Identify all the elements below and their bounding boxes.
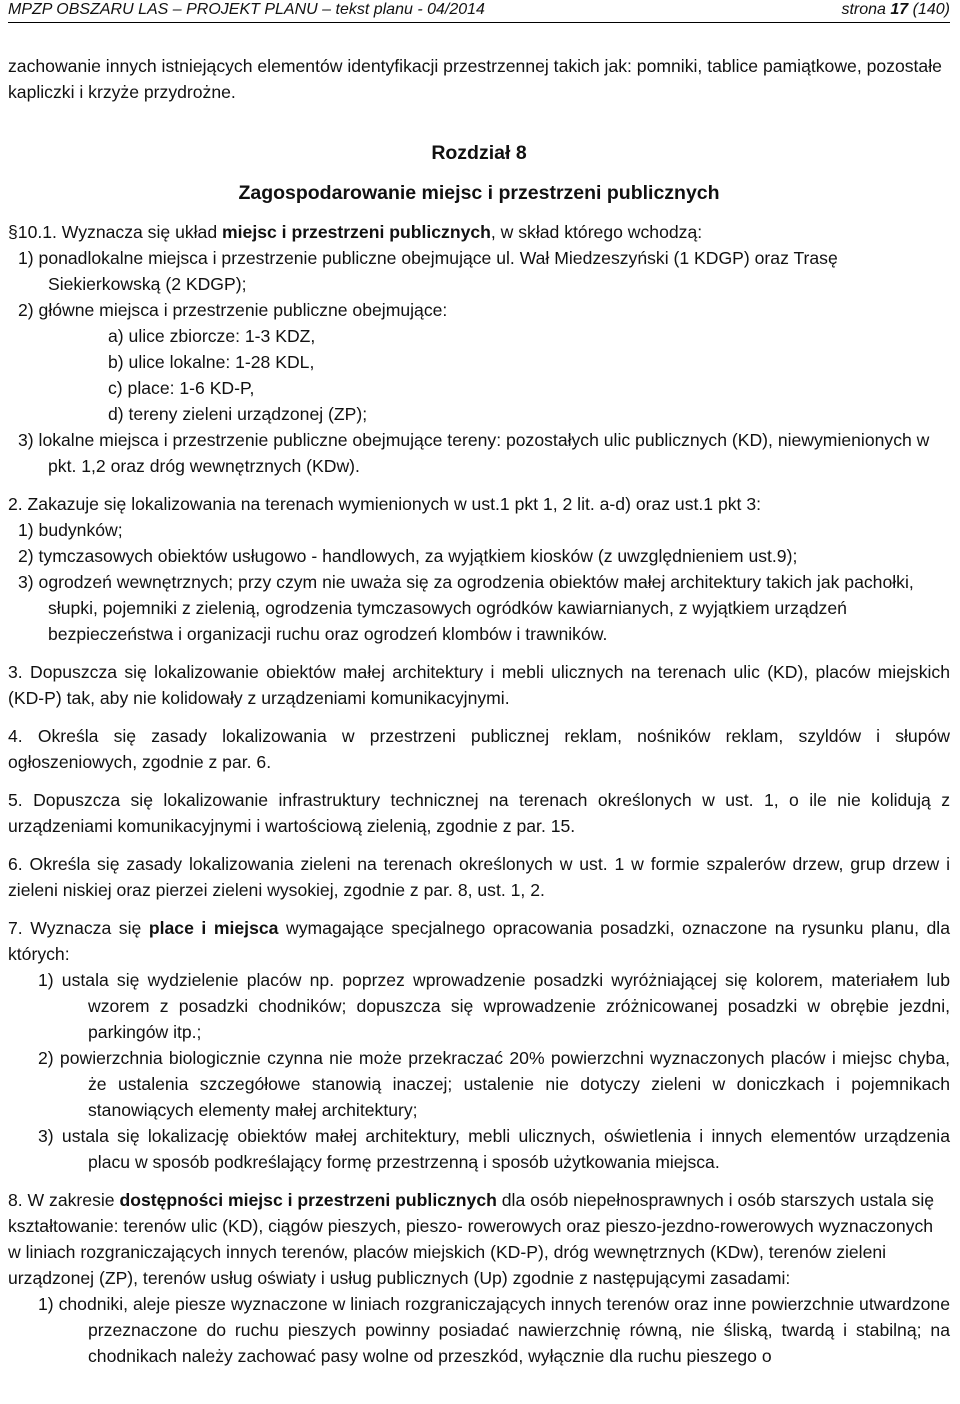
section-8-lead: 8. W zakresie dostępności miejsc i przestrzeni publicznych dla osób niepełnosprawnych i osób starszych ustala się kształtowanie: terenów ulic (KD), ciągów pieszych, pieszo- rowerowych oraz pieszo-jezdno-rowerowych wyznaczonych w liniach rozgraniczających innych terenów, placów miejskich (KD-P), dróg wewnętrznych (KDw), terenów zieleni urządzonej (ZP), terenów usług oświaty i usług publicznych (Up) zgodnie z następującymi zasadami:	[8, 1190, 935, 1288]
section-3: 3. Dopuszcza się lokalizowanie obiektów małej architektury i mebli ulicznych na terenach ulic (KD), placów miejskich (KD-P) tak, aby nie kolidowały z urządzeniami komunikacyjnymi.	[8, 662, 950, 708]
s7-item-3: 3) ustala się lokalizację obiektów małej architektury, mebli ulicznych, oświetlenia i innych elementów urządzenia placu w sposób podkreślający formę przestrzenną i sposób użytkowania miejsca.	[38, 1126, 950, 1172]
intro-paragraph: zachowanie innych istniejących elementów identyfikacji przestrzennej takich jak: pomniki, tablice pamiątkowe, pozostałe kapliczki i krzyże przydrożne.	[8, 56, 942, 102]
chapter-title: Zagospodarowanie miejsc i przestrzeni publicznych	[238, 182, 720, 204]
section-5: 5. Dopuszcza się lokalizowanie infrastruktury technicznej na terenach określonych w ust. 1, o ile nie kolidują z urządzeniami komunikacyjnymi i wartościową zielenią, zgodnie z par. 15.	[8, 790, 950, 836]
s7-item-1: 1) ustala się wydzielenie placów np. poprzez wprowadzenie posadzki wyróżniającej się kolorem, materiałem lub wzorem z posadzki chodników; dopuszcza się wprowadzenie zróżnicowanej posadzki w obrębie jezdni, parkingów itp.;	[38, 970, 950, 1042]
s8-item-1: 1) chodniki, aleje piesze wyznaczone w liniach rozgraniczających innych terenów oraz inne powierzchnie utwardzone przeznaczone do ruchu pieszych powinny posiadać nawierzchnię równą, nie śliską, twardą i stabilną; na chodnikach należy zachować pasy wolne od przeszkód, wyłącznie dla ruchu pieszego o	[38, 1294, 950, 1366]
section-2-lead: 2. Zakazuje się lokalizowania na terenach wymienionych w ust.1 pkt 1, 2 lit. a-d) oraz ust.1 pkt 3:	[8, 494, 761, 514]
page-header	[8, 0, 950, 23]
s7-item-2: 2) powierzchnia biologicznie czynna nie może przekraczać 20% powierzchni wyznaczonych placów i miejsc chyba, że ustalenia szczegółowe stanowią inaczej; ustalenie nie dotyczy zieleni w doniczkach i pojemnikach stanowiących elementy małej architektury;	[38, 1048, 950, 1120]
s1-item-2d: d) tereny zieleni urządzonej (ZP);	[108, 404, 368, 424]
section-7-lead: 7. Wyznacza się place i miejsca wymagające specjalnego opracowania posadzki, oznaczone na rysunku planu, dla których:	[8, 918, 950, 964]
s2-item-3: 3) ogrodzeń wewnętrznych; przy czym nie uważa się za ogrodzenia obiektów małej architektury takich jak pachołki, słupki, pojemniki z zielenią, ogrodzenia tymczasowych ogródków kawiarnianych, z wyjątkiem urządzeń bezpieczeństwa i organizacji ruchu oraz ogrodzeń klombów i trawników.	[18, 572, 914, 644]
s1-item-1: 1) ponadlokalne miejsca i przestrzenie publiczne obejmujące ul. Wał Miedzeszyński (1 KDGP) oraz Trasę Siekierkowską (2 KDGP);	[18, 248, 838, 294]
s1-item-2a: a) ulice zbiorcze: 1-3 KDZ,	[108, 326, 316, 346]
page-number: strona 17 (140)	[841, 1, 950, 18]
section-10-1-lead: §10.1. Wyznacza się układ miejsc i przestrzeni publicznych, w skład którego wchodzą:	[8, 222, 703, 242]
s1-item-2b: b) ulice lokalne: 1-28 KDL,	[108, 352, 315, 372]
s1-item-3: 3) lokalne miejsca i przestrzenie publiczne obejmujące tereny: pozostałych ulic publicznych (KD), niewymienionych w pkt. 1,2 oraz dróg wewnętrznych (KDw).	[18, 430, 930, 476]
s1-item-2: 2) główne miejsca i przestrzenie publiczne obejmujące:	[18, 300, 448, 320]
section-6: 6. Określa się zasady lokalizowania zieleni na terenach określonych w ust. 1 w formie szpalerów drzew, grup drzew i zieleni niskiej oraz pierzei zieleni wysokiej, zgodnie z par. 8, ust. 1, 2.	[8, 854, 950, 900]
page-content	[8, 53, 950, 1369]
chapter-number: Rozdział 8	[431, 142, 527, 164]
s2-item-2: 2) tymczasowych obiektów usługowo - handlowych, za wyjątkiem kiosków (z uwzględnieniem ust.9);	[18, 546, 798, 566]
s2-item-1: 1) budynków;	[18, 520, 123, 540]
s1-item-2c: c) place: 1-6 KD-P,	[108, 378, 255, 398]
header-title: MPZP OBSZARU LAS – PROJEKT PLANU – tekst planu - 04/2014	[8, 1, 485, 18]
section-4: 4. Określa się zasady lokalizowania w przestrzeni publicznej reklam, nośników reklam, szyldów i słupów ogłoszeniowych, zgodnie z par. 6.	[8, 726, 950, 772]
